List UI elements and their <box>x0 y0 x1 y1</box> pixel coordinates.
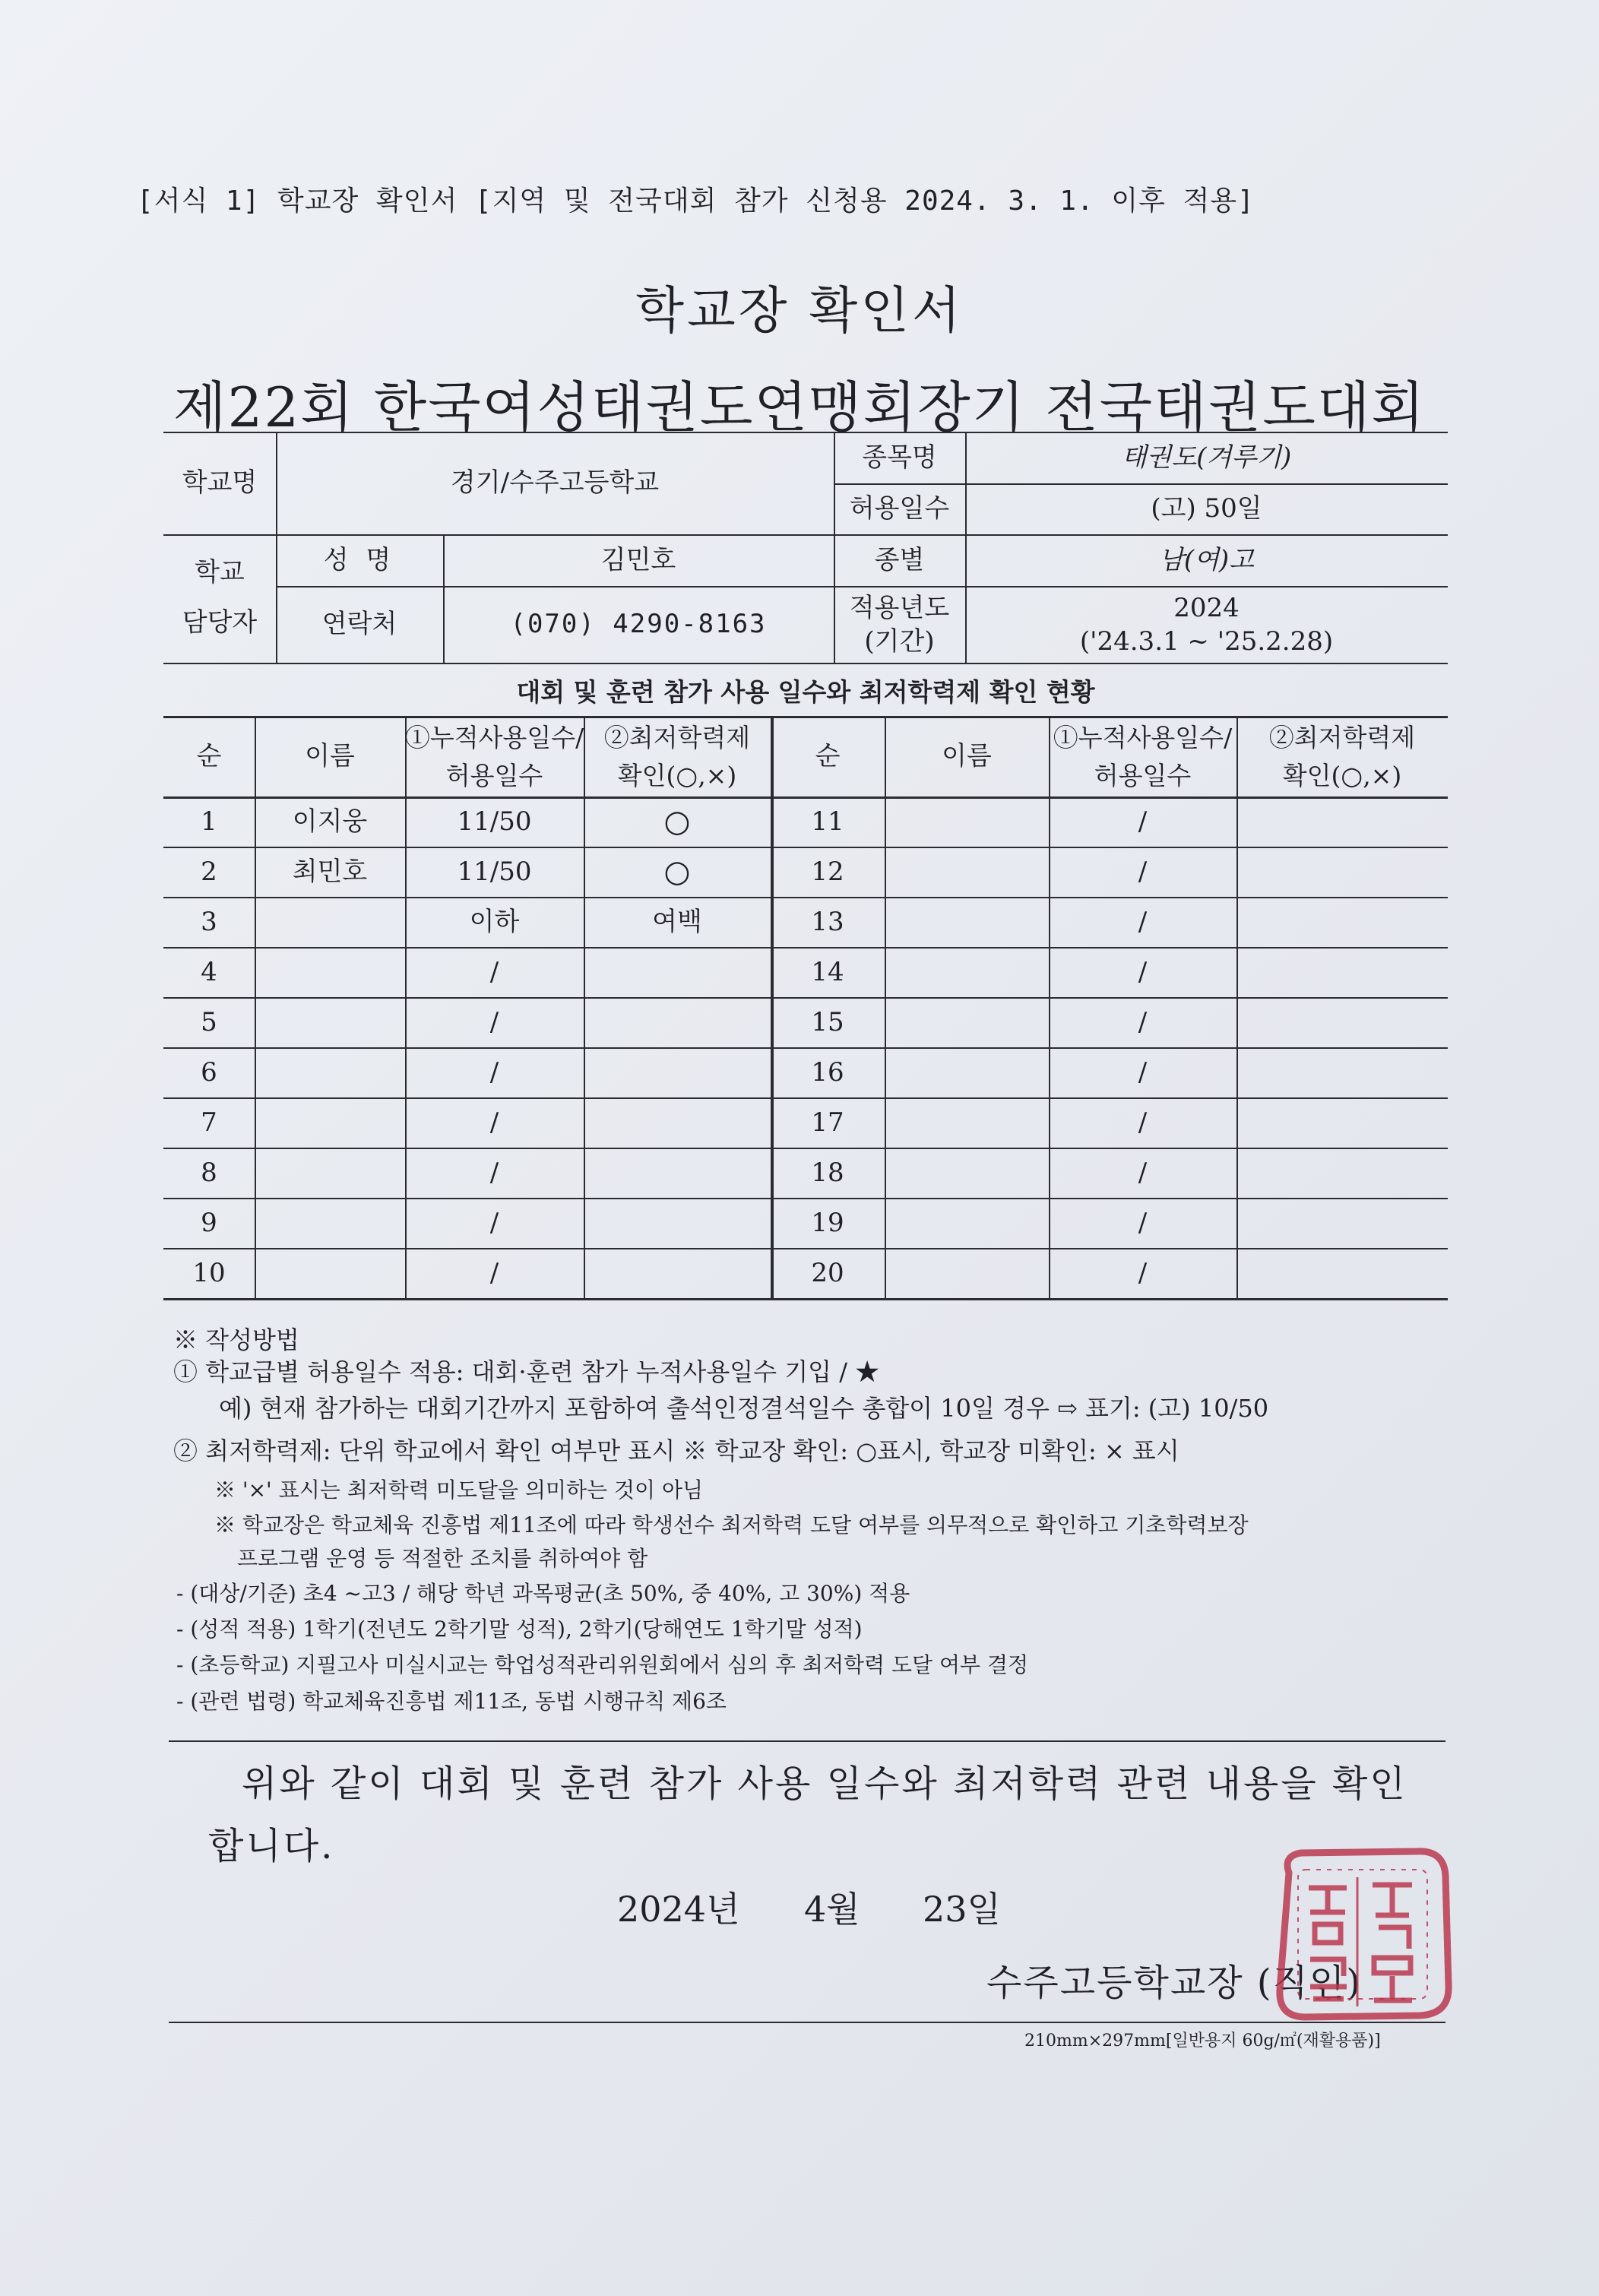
gender-value: 남(여)고 <box>1158 544 1255 575</box>
row-days: / <box>1138 1006 1148 1037</box>
note-line: ※ '×' 표시는 최저학력 미도달을 의미하는 것이 아님 <box>214 1477 704 1503</box>
note-line: - (관련 법령) 학교체육진흥법 제11조, 동법 시행규칙 제6조 <box>176 1689 727 1714</box>
row-no: 15 <box>811 1006 844 1037</box>
note-line: - (대상/기준) 초4 ~고3 / 해당 학년 과목평균(초 50%, 중 40%, 고 30%) 적용 <box>176 1581 910 1606</box>
row-no: 2 <box>201 856 217 887</box>
row-no: 9 <box>201 1207 217 1238</box>
school-name-value: 경기/수주고등학교 <box>450 467 660 499</box>
date-day: 23일 <box>923 1889 1001 1930</box>
row-name: 최민호 <box>292 856 368 887</box>
allowed-days-value: (고) 50일 <box>1151 493 1262 524</box>
gender-label: 종별 <box>874 544 925 575</box>
row-no: 11 <box>811 806 844 837</box>
event-value: 태권도(겨루기) <box>1121 442 1292 473</box>
row-days: / <box>1138 856 1148 887</box>
header-days-left-1: ①누적사용일수/ <box>404 723 584 753</box>
row-days: / <box>489 956 499 987</box>
row-no: 20 <box>811 1257 844 1288</box>
note-line: ※ 학교장은 학교체육 진흥법 제11조에 따라 학생선수 최저학력 도달 여부를 의무적으로 확인하고 기초학력보장 <box>214 1512 1249 1538</box>
header-no-left: 순 <box>196 740 222 771</box>
allowed-days-label: 허용일수 <box>849 493 950 524</box>
row-days: / <box>1138 906 1148 937</box>
event-title: 제22회 한국여성태권도연맹회장기 전국태권도대회 <box>173 375 1426 439</box>
note-line: ② 최저학력제: 단위 학교에서 확인 여부만 표시 ※ 학교장 확인: ○표시, 학교장 미확인: × 표시 <box>173 1436 1179 1465</box>
row-days: / <box>489 1257 499 1288</box>
row-days: / <box>1138 806 1148 837</box>
row-no: 7 <box>201 1107 217 1138</box>
principal-signature: 수주고등학교장 (직인) <box>986 1962 1363 2004</box>
status-table-title: 대회 및 훈련 참가 사용 일수와 최저학력제 확인 현황 <box>516 677 1095 708</box>
row-days: 이하 <box>469 906 520 937</box>
row-no: 5 <box>201 1006 217 1037</box>
note-line: - (성적 적용) 1학기(전년도 2학기말 성적), 2학기(당해연도 1학기말 성적) <box>176 1617 863 1642</box>
row-days: 11/50 <box>457 806 532 837</box>
header-academic-left-1: ②최저학력제 <box>603 723 751 753</box>
date-month: 4월 <box>804 1889 860 1930</box>
row-days: / <box>1138 956 1148 987</box>
year-label-1: 적용년도 <box>849 592 950 623</box>
row-no: 1 <box>201 806 217 837</box>
header-no-right: 순 <box>815 740 841 771</box>
row-days: / <box>1138 1207 1148 1238</box>
document-title: 학교장 확인서 <box>635 281 964 340</box>
header-name-left: 이름 <box>305 740 355 771</box>
confirmation-line-1: 위와 같이 대회 및 훈련 참가 사용 일수와 최저학력 관련 내용을 확인 <box>242 1762 1407 1805</box>
row-days: / <box>489 1056 499 1088</box>
row-no: 6 <box>201 1056 217 1088</box>
row-name <box>255 897 405 947</box>
row-days: / <box>1138 1257 1148 1288</box>
school-name-label: 학교명 <box>182 467 258 499</box>
row-days: / <box>489 1107 499 1138</box>
contact-group-label-2: 담당자 <box>182 606 258 638</box>
note-line: 예) 현재 참가하는 대회기간까지 포함하여 출석인정결석일수 총합이 10일 경우 ⇨ 표기: (고) 10/50 <box>219 1394 1269 1423</box>
row-check: ○ <box>663 854 691 889</box>
row-check: 여백 <box>652 906 702 937</box>
row-no: 14 <box>811 956 844 987</box>
divider <box>169 1740 1445 1742</box>
official-seal <box>1268 1842 1455 2022</box>
row-no: 18 <box>811 1157 844 1188</box>
row-name: 이지웅 <box>292 806 368 837</box>
footer-divider <box>169 2022 1445 2023</box>
row-no: 16 <box>811 1056 844 1088</box>
row-days: / <box>489 1006 499 1037</box>
header-days-left-2: 허용일수 <box>445 761 543 791</box>
year-label-2: (기간) <box>864 625 935 657</box>
row-no: 4 <box>201 956 217 987</box>
row-no: 17 <box>811 1107 844 1138</box>
date-year: 2024년 <box>617 1889 740 1930</box>
header-name-right: 이름 <box>942 740 992 771</box>
row-days: / <box>1138 1056 1148 1088</box>
row-days: / <box>489 1207 499 1238</box>
event-label: 종목명 <box>862 442 937 473</box>
row-no: 12 <box>811 856 844 887</box>
period-value: ('24.3.1 ~ '25.2.28) <box>1079 625 1334 657</box>
phone-value: (070) 4290-8163 <box>510 609 767 640</box>
row-no: 13 <box>811 906 844 937</box>
form-label: [서식 1] 학교장 확인서 [지역 및 전국대회 참가 신청용 2024. 3. 1. 이후 적용] <box>137 185 1255 217</box>
notes-title: ※ 작성방법 <box>173 1325 299 1354</box>
year-value: 2024 <box>1173 592 1240 623</box>
note-line: ① 학교급별 허용일수 적용: 대회·훈련 참가 누적사용일수 기입 / ★ <box>173 1357 880 1386</box>
name-value: 김민호 <box>600 544 676 575</box>
note-line: 프로그램 운영 등 적절한 조치를 취하여야 함 <box>237 1546 648 1571</box>
note-line: - (초등학교) 지필고사 미실시교는 학업성적관리위원회에서 심의 후 최저학력 도달 여부 결정 <box>176 1652 1029 1677</box>
header-academic-right-1: ②최저학력제 <box>1268 723 1416 753</box>
row-days: / <box>489 1157 499 1188</box>
header-days-right-2: 허용일수 <box>1094 761 1192 791</box>
row-days: / <box>1138 1107 1148 1138</box>
row-check: ○ <box>663 804 691 839</box>
paper-spec: 210mm×297mm[일반용지 60g/㎡(재활용품)] <box>1024 2032 1381 2051</box>
header-academic-left-2: 확인(○,×) <box>617 761 737 791</box>
row-no: 8 <box>201 1157 217 1188</box>
phone-label: 연락처 <box>321 609 397 640</box>
confirmation-line-2: 합니다. <box>208 1825 335 1867</box>
row-days: 11/50 <box>457 856 532 887</box>
header-academic-right-2: 확인(○,×) <box>1282 761 1402 791</box>
header-days-right-1: ①누적사용일수/ <box>1053 723 1233 753</box>
row-no: 3 <box>201 906 217 937</box>
row-days: / <box>1138 1157 1148 1188</box>
row-no: 19 <box>811 1207 844 1238</box>
contact-group-label-1: 학교 <box>195 556 245 587</box>
name-label: 성 명 <box>323 544 396 575</box>
row-no: 10 <box>192 1257 226 1288</box>
